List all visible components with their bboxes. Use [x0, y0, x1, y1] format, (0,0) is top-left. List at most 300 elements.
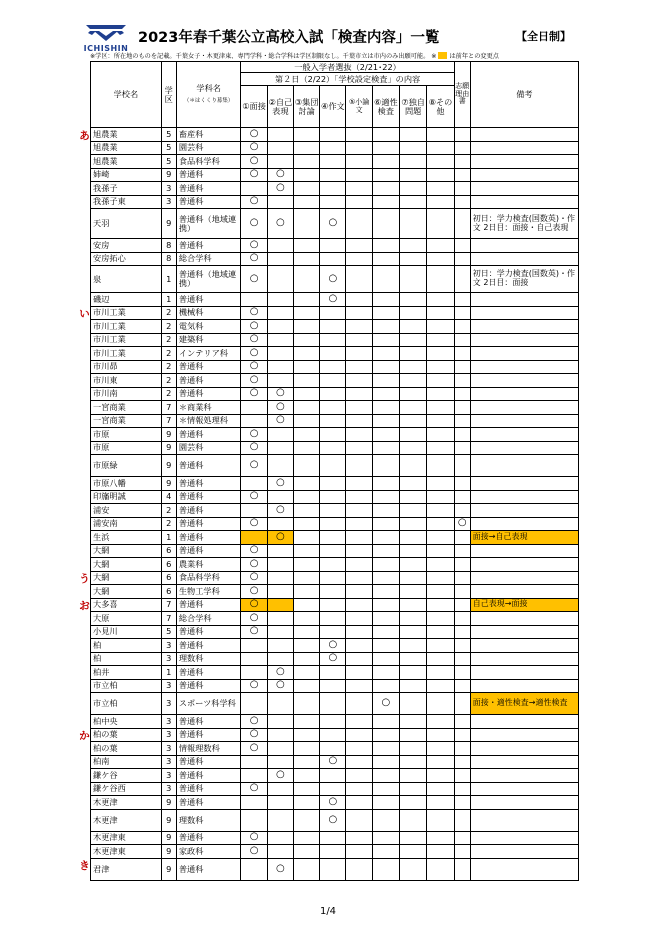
remarks-cell [470, 558, 578, 572]
item-cell [293, 769, 319, 783]
item-cell [427, 728, 454, 742]
logo-mark-icon [86, 23, 126, 43]
item-cell [320, 320, 346, 334]
school-cell: 木更津 [91, 796, 162, 810]
table-row [91, 531, 579, 545]
item-cell [293, 347, 319, 361]
item-cell: ○ [320, 809, 346, 831]
item-cell [267, 755, 293, 769]
item-cell [400, 374, 427, 388]
remarks-cell: 面接・適性検査→適性検査 [470, 693, 578, 715]
reason-cell [454, 155, 470, 169]
col-item-header: ⑧その他 [427, 86, 454, 128]
item-cell [372, 504, 399, 518]
district-cell: 1 [161, 531, 176, 545]
table-row [91, 845, 579, 859]
item-cell [427, 239, 454, 253]
reason-cell [454, 625, 470, 639]
remarks-cell [470, 742, 578, 756]
item-cell [346, 455, 372, 477]
item-cell [293, 715, 319, 729]
dept-cell: 普通科 [176, 374, 241, 388]
table-row [91, 441, 579, 455]
item-cell [346, 347, 372, 361]
school-cell: 市川工業 [91, 333, 162, 347]
item-cell [400, 652, 427, 666]
item-cell [427, 141, 454, 155]
item-cell [241, 477, 267, 491]
item-cell [241, 652, 267, 666]
remarks-cell [470, 571, 578, 585]
item-cell [372, 742, 399, 756]
item-cell [400, 293, 427, 307]
item-cell: ○ [320, 266, 346, 293]
table-row [91, 141, 579, 155]
reason-cell [454, 455, 470, 477]
district-cell: 2 [161, 374, 176, 388]
table-row [91, 387, 579, 401]
item-cell [400, 490, 427, 504]
note-tail: は前年との変更点 [449, 53, 499, 60]
table-row [91, 360, 579, 374]
item-cell [320, 360, 346, 374]
item-cell [241, 504, 267, 518]
dept-cell: 生物工学科 [176, 585, 241, 599]
item-cell [346, 195, 372, 209]
item-cell [320, 571, 346, 585]
item-cell [427, 128, 454, 142]
reason-cell [454, 333, 470, 347]
dept-cell: 普通科 [176, 168, 241, 182]
district-cell: 3 [161, 769, 176, 783]
dept-cell: 普通科 [176, 679, 241, 693]
item-cell [427, 796, 454, 810]
item-cell [293, 333, 319, 347]
item-cell: ○ [241, 155, 267, 169]
district-cell: 1 [161, 266, 176, 293]
item-cell [346, 769, 372, 783]
table-row [91, 168, 579, 182]
school-cell: 柏の葉 [91, 728, 162, 742]
item-cell [293, 639, 319, 653]
item-cell [400, 333, 427, 347]
item-cell: ○ [372, 693, 399, 715]
item-cell [320, 128, 346, 142]
district-cell: 3 [161, 182, 176, 196]
item-cell [346, 625, 372, 639]
item-cell [241, 401, 267, 415]
item-cell [372, 401, 399, 415]
item-cell [320, 477, 346, 491]
item-cell: ○ [267, 401, 293, 415]
item-cell [372, 428, 399, 442]
item-cell [320, 306, 346, 320]
item-cell [346, 612, 372, 626]
item-cell [427, 490, 454, 504]
item-cell [293, 845, 319, 859]
col-school-header: 学校名 [91, 62, 162, 128]
item-cell: ○ [267, 666, 293, 680]
remarks-cell [470, 128, 578, 142]
remarks-cell [470, 858, 578, 880]
item-cell: ○ [267, 531, 293, 545]
dept-cell: 普通科 [176, 531, 241, 545]
item-cell [320, 531, 346, 545]
district-cell: 3 [161, 782, 176, 796]
remarks-cell [470, 239, 578, 253]
table-row [91, 544, 579, 558]
item-cell: ○ [241, 252, 267, 266]
school-cell: 大網 [91, 544, 162, 558]
school-cell: 市原緑 [91, 455, 162, 477]
item-cell [400, 182, 427, 196]
kana-marker: か [79, 730, 90, 742]
item-cell: ○ [267, 209, 293, 239]
item-cell [346, 374, 372, 388]
reason-cell [454, 128, 470, 142]
item-cell [320, 490, 346, 504]
item-cell [346, 544, 372, 558]
item-cell [400, 239, 427, 253]
item-cell [267, 625, 293, 639]
item-cell [267, 141, 293, 155]
item-cell [267, 195, 293, 209]
item-cell [372, 728, 399, 742]
item-cell [400, 679, 427, 693]
day2-header: 第２日（2/22）「学校設定検査」の内容 [241, 73, 454, 86]
item-cell [320, 347, 346, 361]
item-cell [427, 320, 454, 334]
item-cell: ○ [267, 182, 293, 196]
school-cell: 鎌ケ谷 [91, 769, 162, 783]
item-cell [400, 517, 427, 531]
item-cell [427, 252, 454, 266]
item-cell [372, 544, 399, 558]
item-cell [293, 155, 319, 169]
district-cell: 1 [161, 293, 176, 307]
item-cell [293, 441, 319, 455]
dept-cell: 普通科 [176, 517, 241, 531]
item-cell: ○ [241, 387, 267, 401]
dept-cell: 普通科 [176, 598, 241, 612]
district-cell: 9 [161, 845, 176, 859]
col-item-header: ⑥適性検査 [372, 86, 399, 128]
item-cell [293, 374, 319, 388]
item-cell [320, 715, 346, 729]
school-cell: 市川工業 [91, 320, 162, 334]
item-cell [267, 252, 293, 266]
col-item-header: ②自己表現 [267, 86, 293, 128]
school-cell: 市原八幡 [91, 477, 162, 491]
selection-header: 一般入学者選抜（2/21･22） [241, 62, 454, 73]
item-cell [346, 306, 372, 320]
school-cell: 市立柏 [91, 693, 162, 715]
table-row [91, 652, 579, 666]
item-cell [241, 809, 267, 831]
school-cell: 柏中央 [91, 715, 162, 729]
item-cell [320, 455, 346, 477]
reason-cell [454, 360, 470, 374]
item-cell [400, 128, 427, 142]
item-cell [267, 347, 293, 361]
table-row [91, 742, 579, 756]
table-row [91, 477, 579, 491]
item-cell [293, 544, 319, 558]
reason-cell [454, 182, 470, 196]
item-cell [320, 333, 346, 347]
remarks-cell [470, 612, 578, 626]
item-cell: ○ [241, 360, 267, 374]
item-cell [320, 374, 346, 388]
item-cell [346, 293, 372, 307]
item-cell [427, 428, 454, 442]
item-cell: ○ [241, 128, 267, 142]
item-cell [427, 571, 454, 585]
col-dept-header [176, 62, 241, 128]
item-cell [346, 414, 372, 428]
reason-cell [454, 490, 470, 504]
item-cell [427, 266, 454, 293]
item-cell [427, 374, 454, 388]
item-cell [427, 209, 454, 239]
item-cell [320, 558, 346, 572]
item-cell [346, 155, 372, 169]
dept-cell: 普通科 [176, 858, 241, 880]
item-cell [320, 666, 346, 680]
school-cell: 浦安南 [91, 517, 162, 531]
item-cell [346, 666, 372, 680]
item-cell [427, 693, 454, 715]
reason-cell [454, 141, 470, 155]
reason-cell [454, 428, 470, 442]
school-cell: 市原 [91, 441, 162, 455]
item-cell [241, 796, 267, 810]
table-row [91, 517, 579, 531]
item-cell [346, 182, 372, 196]
item-cell [267, 571, 293, 585]
item-cell [372, 585, 399, 599]
item-cell [293, 858, 319, 880]
item-cell [346, 715, 372, 729]
item-cell: ○ [320, 293, 346, 307]
item-cell [372, 293, 399, 307]
item-cell [372, 625, 399, 639]
item-cell [372, 831, 399, 845]
reason-cell [454, 414, 470, 428]
school-cell: 磯辺 [91, 293, 162, 307]
item-cell [293, 195, 319, 209]
district-cell: 3 [161, 639, 176, 653]
item-cell [400, 414, 427, 428]
item-cell [267, 320, 293, 334]
item-cell [372, 360, 399, 374]
item-cell: ○ [241, 517, 267, 531]
dept-cell: 普通科 [176, 428, 241, 442]
dept-cell: 普通科 [176, 728, 241, 742]
item-cell [372, 141, 399, 155]
table-row [91, 625, 579, 639]
school-cell: 市立柏 [91, 679, 162, 693]
item-cell [427, 831, 454, 845]
reason-cell [454, 796, 470, 810]
item-cell [267, 293, 293, 307]
item-cell [267, 715, 293, 729]
remarks-cell [470, 517, 578, 531]
reason-cell [454, 858, 470, 880]
table-row [91, 831, 579, 845]
item-cell [372, 809, 399, 831]
item-cell: ○ [267, 387, 293, 401]
table-row [91, 598, 579, 612]
remarks-cell [470, 715, 578, 729]
item-cell [372, 558, 399, 572]
item-cell [372, 845, 399, 859]
district-cell: 2 [161, 306, 176, 320]
item-cell [427, 585, 454, 599]
item-cell [400, 428, 427, 442]
table-row [91, 755, 579, 769]
item-cell [346, 252, 372, 266]
item-cell [427, 195, 454, 209]
remarks-cell [470, 195, 578, 209]
dept-header-label: 学科名 [196, 83, 221, 94]
table-row [91, 155, 579, 169]
dept-cell: インテリア科 [176, 347, 241, 361]
item-cell [293, 320, 319, 334]
dept-cell: ＊商業科 [176, 401, 241, 415]
dept-cell: 普通科 [176, 715, 241, 729]
remarks-cell [470, 414, 578, 428]
remarks-cell: 面接→自己表現 [470, 531, 578, 545]
item-cell [372, 612, 399, 626]
item-cell [346, 831, 372, 845]
item-cell [320, 625, 346, 639]
item-cell [346, 333, 372, 347]
item-cell [267, 809, 293, 831]
reason-cell [454, 845, 470, 859]
item-cell [267, 598, 293, 612]
remarks-cell [470, 252, 578, 266]
table-row [91, 809, 579, 831]
school-cell: 生浜 [91, 531, 162, 545]
item-cell [427, 715, 454, 729]
item-cell [267, 728, 293, 742]
school-cell: 木更津東 [91, 831, 162, 845]
item-cell: ○ [241, 782, 267, 796]
item-cell [427, 558, 454, 572]
item-cell [346, 209, 372, 239]
item-cell [372, 347, 399, 361]
remarks-cell [470, 809, 578, 831]
item-cell [427, 168, 454, 182]
reason-cell [454, 293, 470, 307]
school-cell: 小見川 [91, 625, 162, 639]
dept-cell: 普通科 [176, 490, 241, 504]
district-cell: 9 [161, 858, 176, 880]
remarks-cell [470, 544, 578, 558]
district-cell: 8 [161, 239, 176, 253]
school-cell: 浦安 [91, 504, 162, 518]
reason-cell [454, 401, 470, 415]
item-cell [346, 477, 372, 491]
district-cell: 7 [161, 612, 176, 626]
item-cell [400, 571, 427, 585]
item-cell: ○ [267, 679, 293, 693]
table-row [91, 347, 579, 361]
table-row [91, 209, 579, 239]
dept-cell: 建築科 [176, 333, 241, 347]
item-cell [320, 831, 346, 845]
table-row [91, 782, 579, 796]
item-cell [400, 266, 427, 293]
item-cell: ○ [241, 831, 267, 845]
dept-cell: 情報理数科 [176, 742, 241, 756]
item-cell [372, 715, 399, 729]
item-cell: ○ [241, 625, 267, 639]
item-cell: ○ [241, 571, 267, 585]
district-cell: 2 [161, 320, 176, 334]
item-cell [346, 571, 372, 585]
item-cell [267, 517, 293, 531]
item-cell: ○ [241, 141, 267, 155]
reason-cell [454, 612, 470, 626]
item-cell: ○ [241, 347, 267, 361]
item-cell [427, 652, 454, 666]
table-row [91, 796, 579, 810]
item-cell [346, 782, 372, 796]
item-cell [427, 769, 454, 783]
item-cell [267, 266, 293, 293]
item-cell [346, 558, 372, 572]
school-cell: 大多喜 [91, 598, 162, 612]
item-cell [427, 612, 454, 626]
item-cell [372, 598, 399, 612]
item-cell [372, 858, 399, 880]
dept-cell: 園芸科 [176, 441, 241, 455]
remarks-cell [470, 679, 578, 693]
item-cell [346, 441, 372, 455]
item-cell [346, 168, 372, 182]
item-cell [320, 401, 346, 415]
reason-cell [454, 477, 470, 491]
district-cell: 8 [161, 252, 176, 266]
item-cell [320, 155, 346, 169]
item-cell [267, 360, 293, 374]
item-cell [241, 531, 267, 545]
school-cell: 大網 [91, 558, 162, 572]
district-cell: 9 [161, 168, 176, 182]
district-cell: 2 [161, 387, 176, 401]
dept-cell: 普通科 [176, 755, 241, 769]
item-cell [293, 796, 319, 810]
district-cell: 9 [161, 477, 176, 491]
item-cell [372, 679, 399, 693]
item-cell [427, 598, 454, 612]
item-cell [346, 517, 372, 531]
item-cell: ○ [241, 320, 267, 334]
district-cell: 9 [161, 441, 176, 455]
district-cell: 7 [161, 401, 176, 415]
item-cell: ○ [241, 742, 267, 756]
district-cell: 6 [161, 558, 176, 572]
item-cell [293, 504, 319, 518]
district-cell: 3 [161, 693, 176, 715]
item-cell: ○ [241, 490, 267, 504]
item-cell [293, 679, 319, 693]
school-cell: 姉崎 [91, 168, 162, 182]
reason-cell [454, 679, 470, 693]
item-cell [320, 441, 346, 455]
